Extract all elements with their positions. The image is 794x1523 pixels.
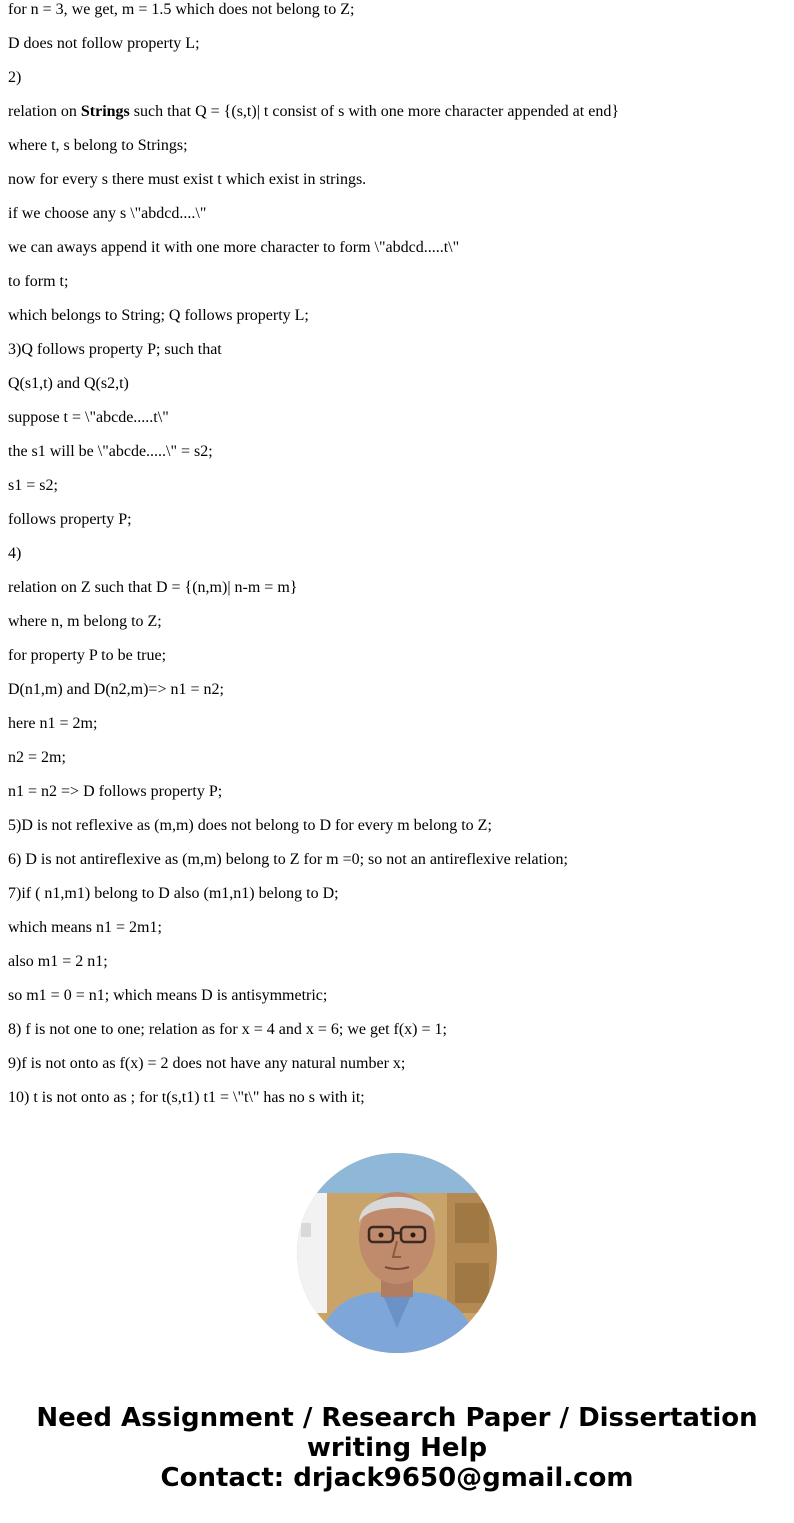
text-line: to form t; (8, 273, 69, 290)
banner-contact: Contact: drjack9650@gmail.com (160, 1463, 634, 1493)
text-line: 10) t is not onto as ; for t(s,t1) t1 = \"t\" has no s with it; (8, 1089, 365, 1106)
text-line: 7)if ( n1,m1) belong to D also (m1,n1) belong to D; (8, 885, 339, 902)
banner-line-2: writing Help (306, 1433, 488, 1463)
text-line (8, 102, 788, 136)
text-line: 8) f is not one to one; relation as for x = 4 and x = 6; we get f(x) = 1; (8, 1021, 447, 1038)
text-line: 4) (8, 545, 22, 562)
contact-banner (0, 1403, 794, 1493)
text-line: for property P to be true; (8, 647, 167, 664)
text-line: 6) D is not antireflexive as (m,m) belong to Z for m =0; so not an antireflexive relation; (8, 851, 568, 868)
text-line: relation on Z such that D = {(n,m)| n-m = m} (8, 579, 298, 596)
text-line: suppose t = \"abcde.....t\" (8, 409, 169, 426)
text-line: follows property P; (8, 511, 132, 528)
banner-line-1: Need Assignment / Research Paper / Dissertation (36, 1403, 758, 1433)
text-line: D does not follow property L; (8, 35, 200, 52)
bold-term: Strings (80, 103, 130, 120)
answer-text (8, 0, 788, 1122)
text-line: Q(s1,t) and Q(s2,t) (8, 375, 129, 392)
text-line: 5)D is not reflexive as (m,m) does not belong to D for every m belong to Z; (8, 817, 492, 834)
text-line: which belongs to String; Q follows property L; (8, 307, 309, 324)
text-line: n2 = 2m; (8, 749, 66, 766)
text-line: also m1 = 2 n1; (8, 953, 108, 970)
text-line: where n, m belong to Z; (8, 613, 162, 630)
text-line: 9)f is not onto as f(x) = 2 does not have any natural number x; (8, 1055, 406, 1072)
text-line: where t, s belong to Strings; (8, 137, 188, 154)
text-segment: relation on (8, 103, 81, 120)
text-segment: such that Q = {(s,t)| t consist of s with one more character appended at end} (129, 103, 619, 120)
text-line: s1 = s2; (8, 477, 58, 494)
text-line: D(n1,m) and D(n2,m)=> n1 = n2; (8, 681, 224, 698)
author-avatar (297, 1153, 497, 1353)
person-photo-icon (297, 1153, 497, 1353)
text-line: so m1 = 0 = n1; which means D is antisymmetric; (8, 987, 328, 1004)
text-line: here n1 = 2m; (8, 715, 98, 732)
text-line: for n = 3, we get, m = 1.5 which does not belong to Z; (8, 1, 355, 18)
text-line: 2) (8, 69, 22, 86)
text-line: 3)Q follows property P; such that (8, 341, 222, 358)
text-line: the s1 will be \"abcde.....\" = s2; (8, 443, 213, 460)
text-line: which means n1 = 2m1; (8, 919, 162, 936)
text-line: n1 = n2 => D follows property P; (8, 783, 223, 800)
text-line: we can aways append it with one more character to form \"abdcd.....t\" (8, 239, 460, 256)
text-line: if we choose any s \"abdcd....\" (8, 205, 207, 222)
text-line: now for every s there must exist t which exist in strings. (8, 171, 367, 188)
